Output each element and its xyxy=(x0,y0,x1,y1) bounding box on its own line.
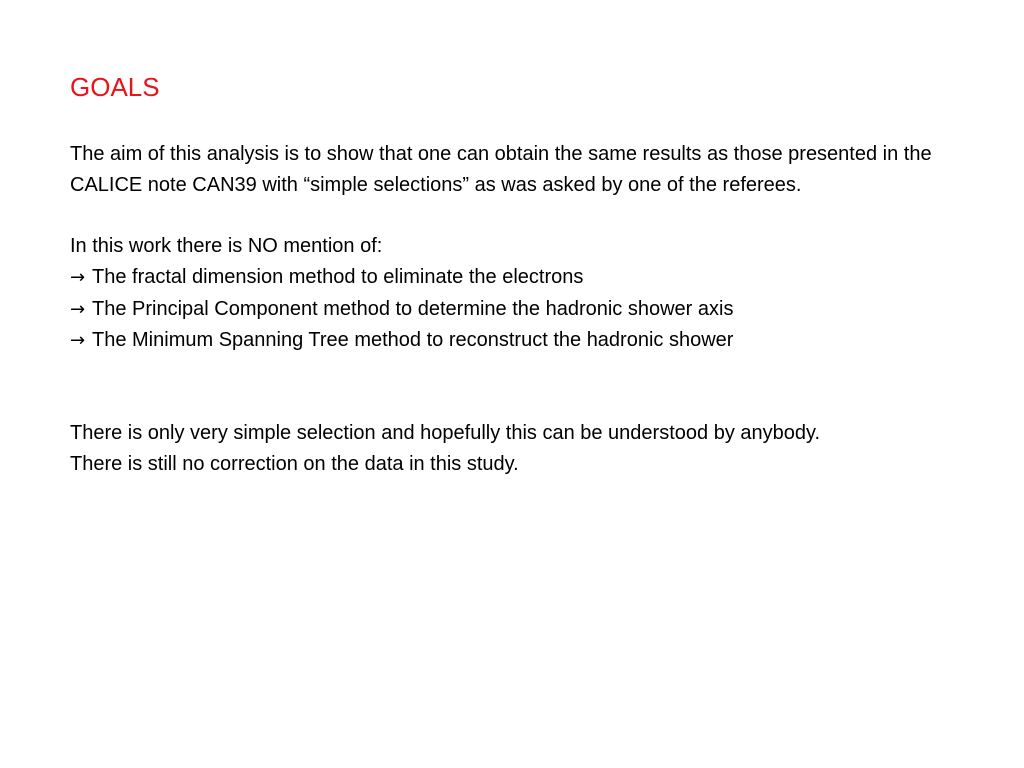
bullet-item xyxy=(70,294,975,326)
slide-body xyxy=(70,139,975,480)
bullet-text: The fractal dimension method to eliminate the electrons xyxy=(92,265,584,288)
spacer xyxy=(70,357,975,418)
bullet-list xyxy=(70,262,975,357)
bullet-text: The Minimum Spanning Tree method to reconstruct the hadronic shower xyxy=(92,329,734,352)
bullet-text: The Principal Component method to determine the hadronic shower axis xyxy=(92,297,734,320)
arrow-right-icon: → xyxy=(70,266,86,288)
no-mention-heading: In this work there is NO mention of: xyxy=(70,235,383,258)
intro-paragraph: The aim of this analysis is to show that one can obtain the same results as those presented in the CALICE note CAN39 with “simple selections” as was asked by one of the referees. xyxy=(70,143,932,196)
bullet-item xyxy=(70,262,975,294)
arrow-right-icon: → xyxy=(70,298,86,320)
spacer xyxy=(70,200,975,231)
closing-line: There is only very simple selection and hopefully this can be understood by anybody. xyxy=(70,422,821,445)
slide-title: GOALS xyxy=(70,72,160,102)
bullet-item xyxy=(70,325,975,357)
arrow-right-icon: → xyxy=(70,330,86,352)
closing-line: There is still no correction on the data in this study. xyxy=(70,453,519,475)
